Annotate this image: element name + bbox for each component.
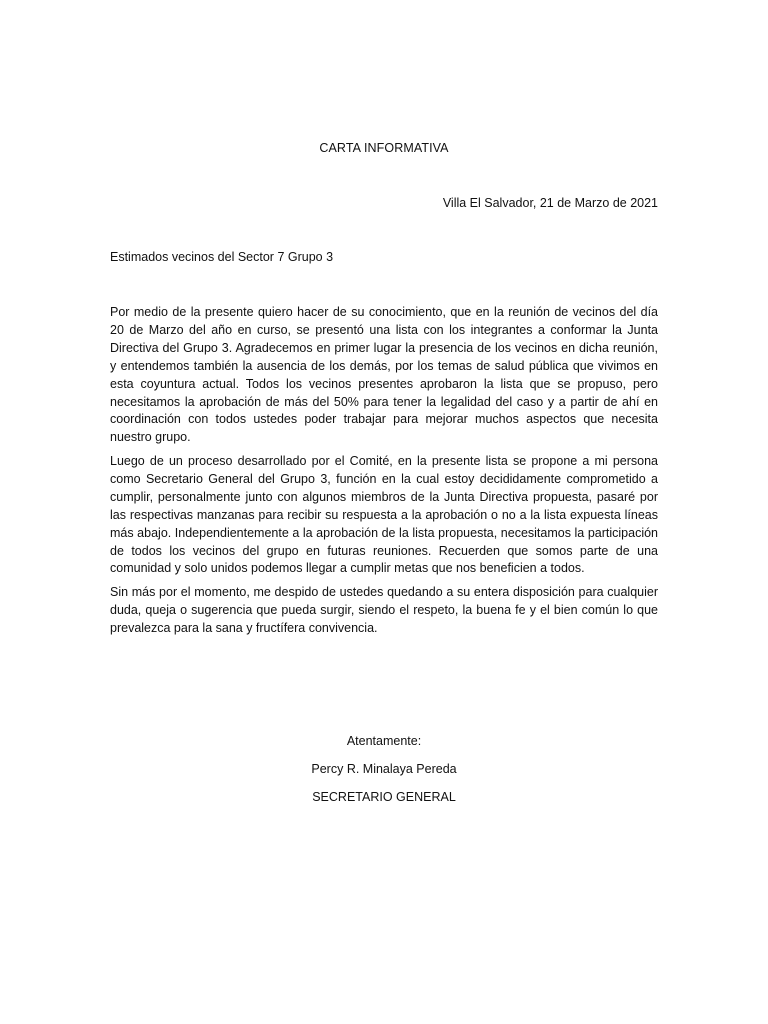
- place-date: Villa El Salvador, 21 de Marzo de 2021: [442, 196, 658, 210]
- paragraph-3: Sin más por el momento, me despido de ustedes quedando a su entera disposición para cualquier duda, queja o sugerencia que pueda surgir, siendo el respeto, la buena fe y el bien común lo que prevalezca para la sana y fructífera convivencia.: [110, 585, 658, 635]
- closing-farewell: Atentamente:: [346, 734, 422, 748]
- paragraph-1: Por medio de la presente quiero hacer de su conocimiento, que en la reunión de vecinos del día 20 de Marzo del año en curso, se presentó una lista con los integrantes a conformar la Junta Directiva del Grupo 3. Agradecemos en primer lugar la presencia de los vecinos en dicha reunión, y entendemos también la ausencia de los demás, por los temas de salud pública que vivimos en esta coyuntura actual. Todos los vecinos presentes aprobaron la lista que se propuso, pero necesitamos la aprobación de más del 50% para tener la legalidad del caso y a partir de ahí en coordinación con todos ustedes poder trabajar para mejorar muchos aspectos que necesita nuestro grupo.: [110, 305, 658, 445]
- signatory-name: Percy R. Minalaya Pereda: [311, 762, 457, 776]
- salutation: Estimados vecinos del Sector 7 Grupo 3: [110, 250, 334, 264]
- signatory-position: SECRETARIO GENERAL: [312, 790, 456, 804]
- paragraph-2: Luego de un proceso desarrollado por el Comité, en la presente lista se propone a mi persona como Secretario General del Grupo 3, función en la cual estoy decididamente comprometido a cumplir, personalmente junto con algunos miembros de la Junta Directiva propuesta, pasaré por las respectivas manzanas para recibir su respuesta a la aprobación o no a la lista expuesta líneas más abajo. Independientemente a la aprobación de la lista propuesta, necesitamos la participación de todos los vecinos del grupo en futuras reuniones. Recuerden que somos parte de una comunidad y solo unidos podemos llegar a cumplir metas que nos beneficien a todos.: [110, 454, 658, 576]
- letter-title: CARTA INFORMATIVA: [319, 141, 449, 155]
